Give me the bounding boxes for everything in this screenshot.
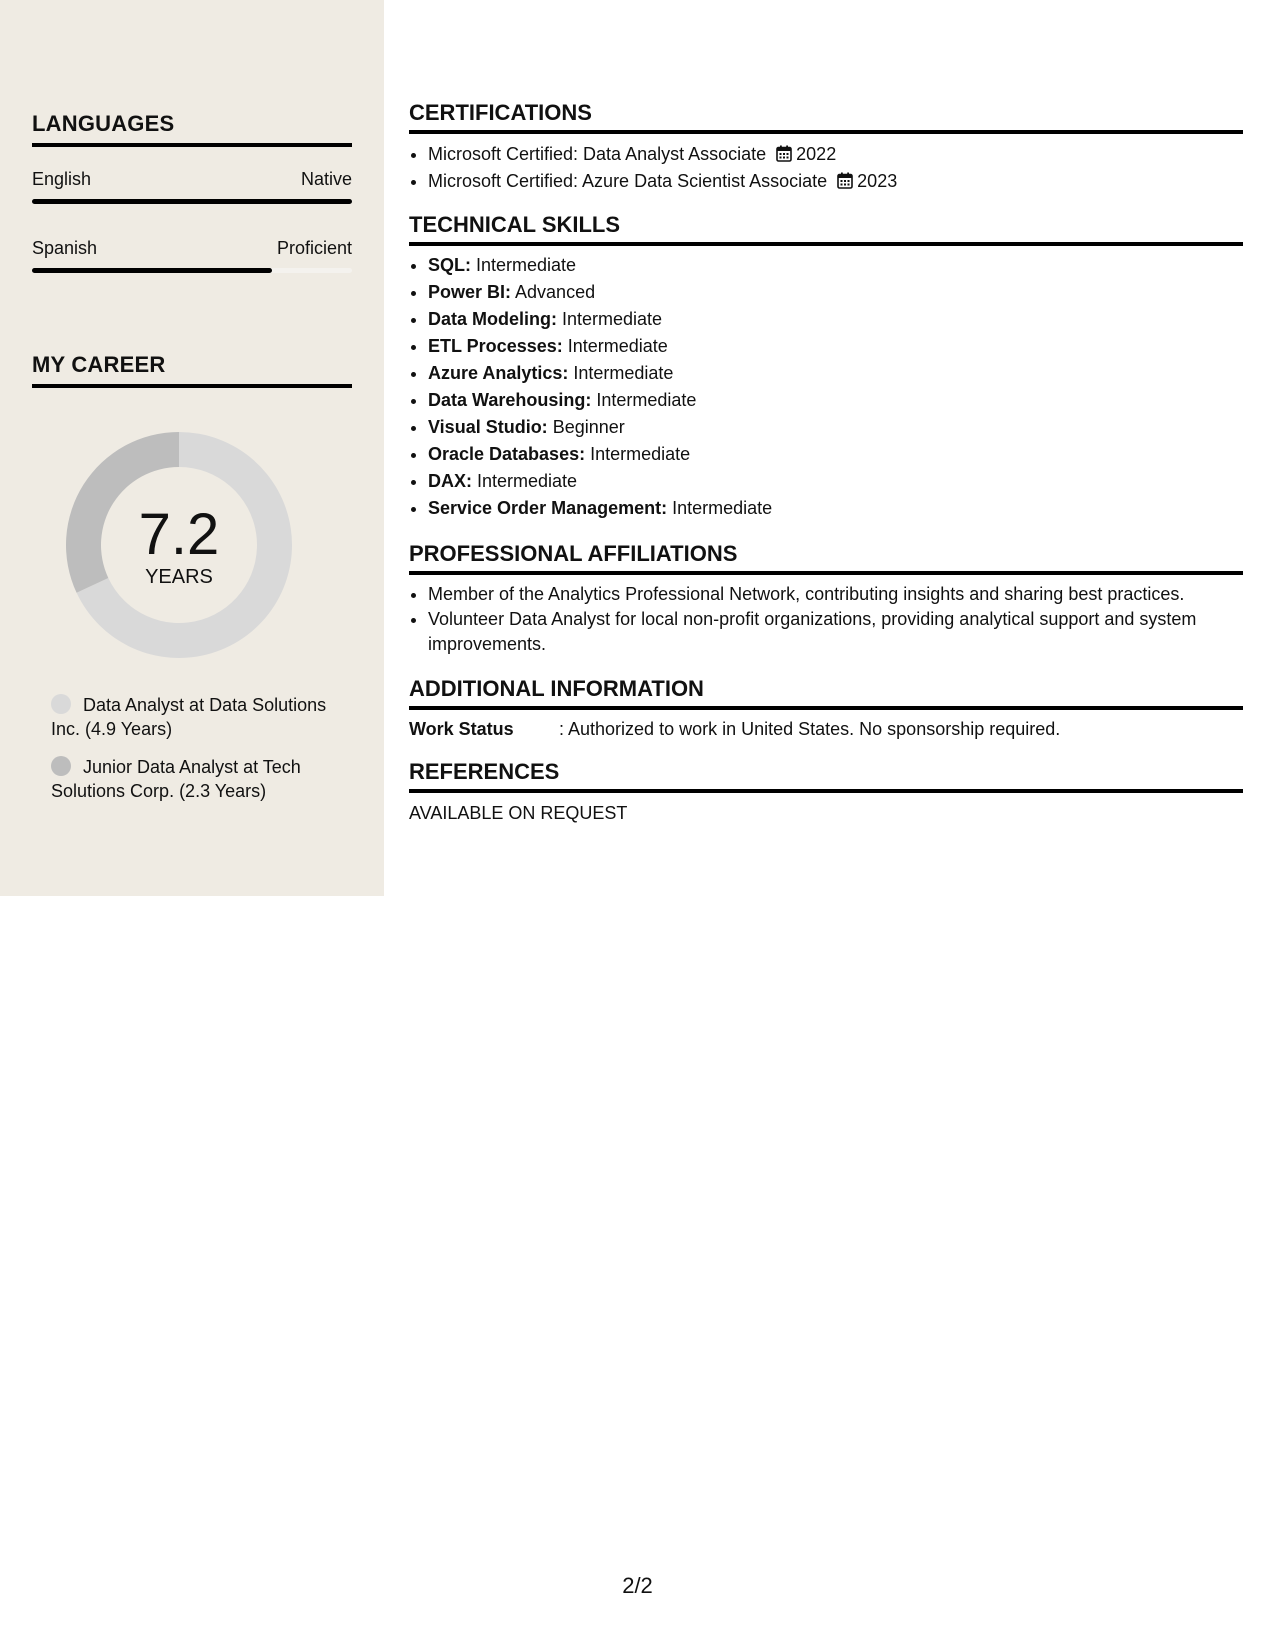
skill-name: DAX: <box>428 471 472 491</box>
career-total-years: 7.2 <box>138 502 220 567</box>
skill-item <box>428 279 1262 306</box>
language-proficiency-bar <box>32 268 352 273</box>
legend-dot-icon <box>51 694 71 714</box>
skill-item <box>428 414 1262 441</box>
skill-name: SQL: <box>428 255 471 275</box>
skill-item <box>428 441 1262 468</box>
certification-item <box>428 168 1262 195</box>
certification-name: Microsoft Certified: Azure Data Scientist Associate <box>428 171 828 191</box>
references-title: REFERENCES <box>409 759 1243 793</box>
career-heading: MY CAREER <box>32 352 352 388</box>
references-text: AVAILABLE ON REQUEST <box>409 803 628 823</box>
skill-level: Advanced <box>515 282 596 302</box>
language-proficiency-bar <box>32 199 352 204</box>
skill-name: ETL Processes: <box>428 336 563 356</box>
certification-item <box>428 141 1262 168</box>
work-status-value: : Authorized to work in United States. No sponsorship required. <box>559 719 1061 739</box>
skill-item <box>428 495 1262 522</box>
affiliation-item: • Member of the Analytics Professional Network, contributing insights and sharing best practices. <box>428 582 1262 607</box>
skill-name: Oracle Databases: <box>428 444 586 464</box>
calendar-icon <box>776 145 792 162</box>
affiliations-title: PROFESSIONAL AFFILIATIONS <box>409 541 1243 575</box>
career-legend-item <box>51 755 341 803</box>
skill-level: Intermediate <box>476 255 577 275</box>
additional-info-title: ADDITIONAL INFORMATION <box>409 676 1243 710</box>
language-level: Native <box>300 169 352 189</box>
language-proficiency-fill <box>32 268 272 273</box>
certifications-title: CERTIFICATIONS <box>409 100 1243 134</box>
skill-item <box>428 387 1262 414</box>
career-donut-chart <box>66 432 292 658</box>
career-legend-label: Data Analyst at Data Solutions Inc. (4.9 Years) <box>51 695 327 739</box>
skill-item <box>428 306 1262 333</box>
skill-level: Intermediate <box>567 336 668 356</box>
technical-skills-list <box>409 252 1262 522</box>
career-total-unit: YEARS <box>145 566 213 588</box>
skill-level: Intermediate <box>477 471 578 491</box>
skill-name: Data Warehousing: <box>428 390 592 410</box>
affiliation-item: • Volunteer Data Analyst for local non-profit organizations, providing analytical support and system improvements. <box>428 607 1262 657</box>
skill-level: Intermediate <box>573 363 674 383</box>
skill-item <box>428 252 1262 279</box>
skill-level: Intermediate <box>672 498 773 518</box>
career-donut-center <box>66 432 292 658</box>
career-legend-item <box>51 693 341 741</box>
skill-name: Data Modeling: <box>428 309 557 329</box>
skill-item <box>428 333 1262 360</box>
sidebar <box>0 0 384 896</box>
work-status-label: Work Status <box>409 719 514 739</box>
skill-name: Service Order Management: <box>428 498 668 518</box>
skill-level: Intermediate <box>590 444 691 464</box>
skill-name: Power BI: <box>428 282 512 302</box>
language-name: English <box>32 169 92 189</box>
certification-name: Microsoft Certified: Data Analyst Associate <box>428 144 767 164</box>
language-name: Spanish <box>32 238 98 258</box>
certification-year: 2022 <box>796 144 837 164</box>
language-level: Proficient <box>276 238 352 258</box>
certifications-list <box>409 141 1262 195</box>
affiliations-list <box>409 582 1262 657</box>
skill-level: Intermediate <box>562 309 663 329</box>
skill-level: Intermediate <box>596 390 697 410</box>
skill-name: Azure Analytics: <box>428 363 569 383</box>
legend-dot-icon <box>51 756 71 776</box>
language-row-english <box>32 169 352 209</box>
language-proficiency-fill <box>32 199 352 204</box>
certification-year: 2023 <box>857 171 898 191</box>
career-legend-label: Junior Data Analyst at Tech Solutions Corp. (2.3 Years) <box>51 757 301 801</box>
skill-level: Beginner <box>552 417 625 437</box>
languages-heading: LANGUAGES <box>32 111 352 147</box>
skill-item <box>428 360 1262 387</box>
skill-name: Visual Studio: <box>428 417 548 437</box>
calendar-icon <box>837 172 853 189</box>
language-row-spanish <box>32 238 352 278</box>
skill-item <box>428 468 1262 495</box>
technical-skills-title: TECHNICAL SKILLS <box>409 212 1243 246</box>
page-number: 2/2 <box>622 1573 653 1598</box>
